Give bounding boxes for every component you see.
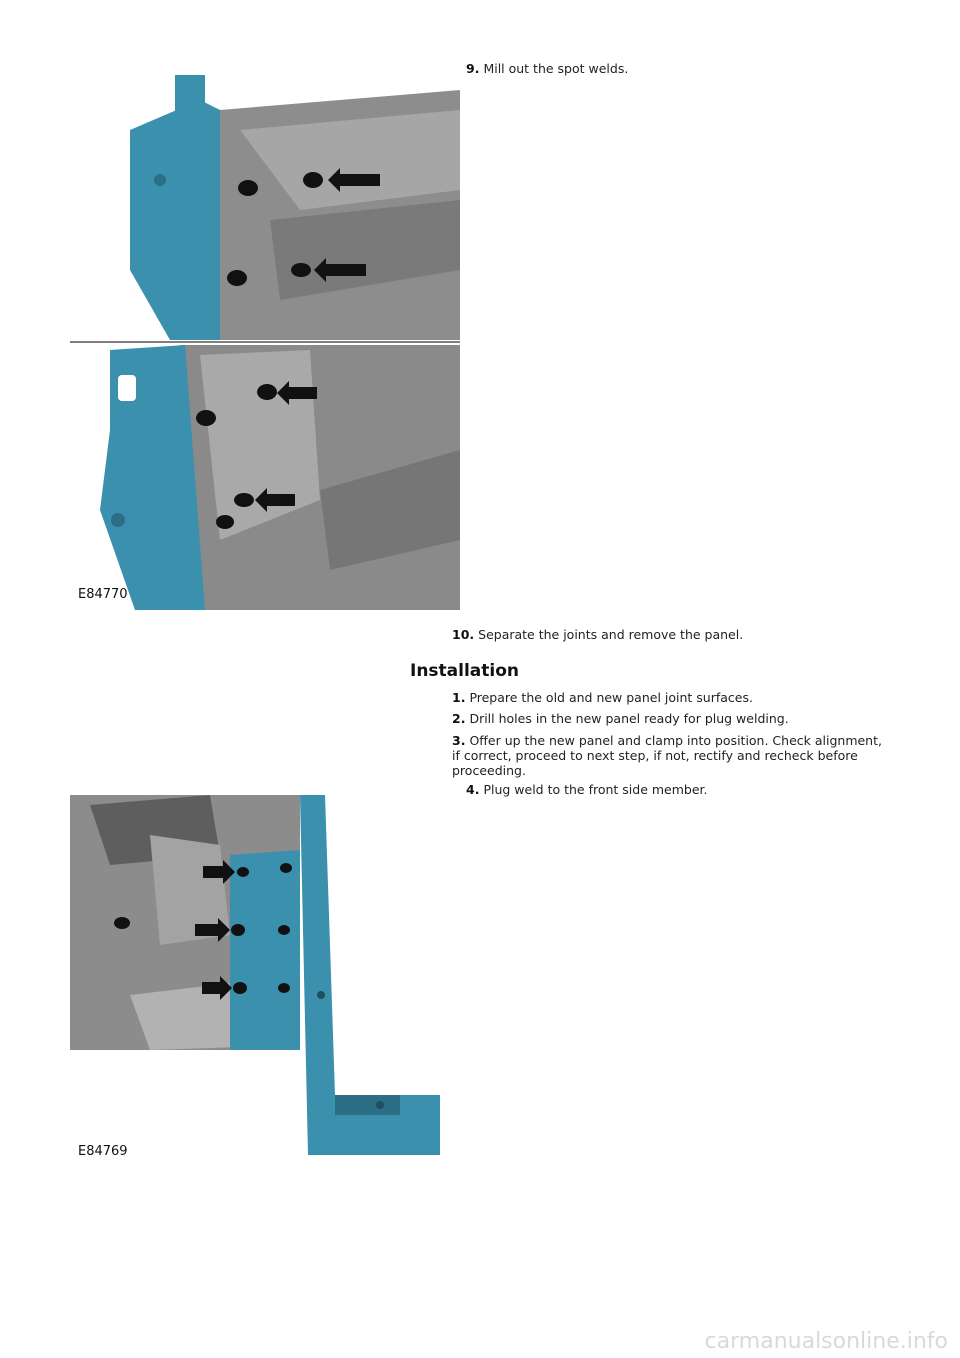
- installation-step-3: [452, 733, 882, 778]
- installation-step-1-number: 1.: [452, 690, 466, 705]
- figure-e84769: [70, 795, 440, 1160]
- installation-step-3-number: 3.: [452, 733, 466, 748]
- step-10-number: 10.: [452, 627, 475, 642]
- step-10-text: Separate the joints and remove the panel.: [478, 627, 744, 642]
- installation-step-1: [452, 690, 892, 705]
- installation-step-4-text: Plug weld to the front side member.: [483, 782, 708, 797]
- figure-e84770: [70, 70, 460, 610]
- installation-step-1-text: Prepare the old and new panel joint surfaces.: [469, 690, 753, 705]
- installation-heading: Installation: [410, 661, 520, 681]
- step-9: [466, 61, 886, 76]
- figure-e84769-illustration: [70, 795, 440, 1160]
- installation-step-2-text: Drill holes in the new panel ready for plug welding.: [469, 711, 789, 726]
- installation-step-4: [466, 782, 886, 797]
- step-9-number: 9.: [466, 61, 480, 76]
- figure-e84770-illustration: [70, 70, 460, 610]
- step-9-text: Mill out the spot welds.: [483, 61, 629, 76]
- watermark: carmanualsonline.info: [704, 1329, 948, 1354]
- installation-step-2: [452, 711, 892, 726]
- step-10: [452, 627, 892, 642]
- figure-id-e84770: E84770: [78, 587, 128, 602]
- installation-step-3-text: Offer up the new panel and clamp into position. Check alignment, if correct, proceed to next step, if not, rectify and recheck before proceeding.: [452, 733, 882, 778]
- figure-id-e84769: E84769: [78, 1144, 128, 1159]
- installation-step-2-number: 2.: [452, 711, 466, 726]
- installation-step-4-number: 4.: [466, 782, 480, 797]
